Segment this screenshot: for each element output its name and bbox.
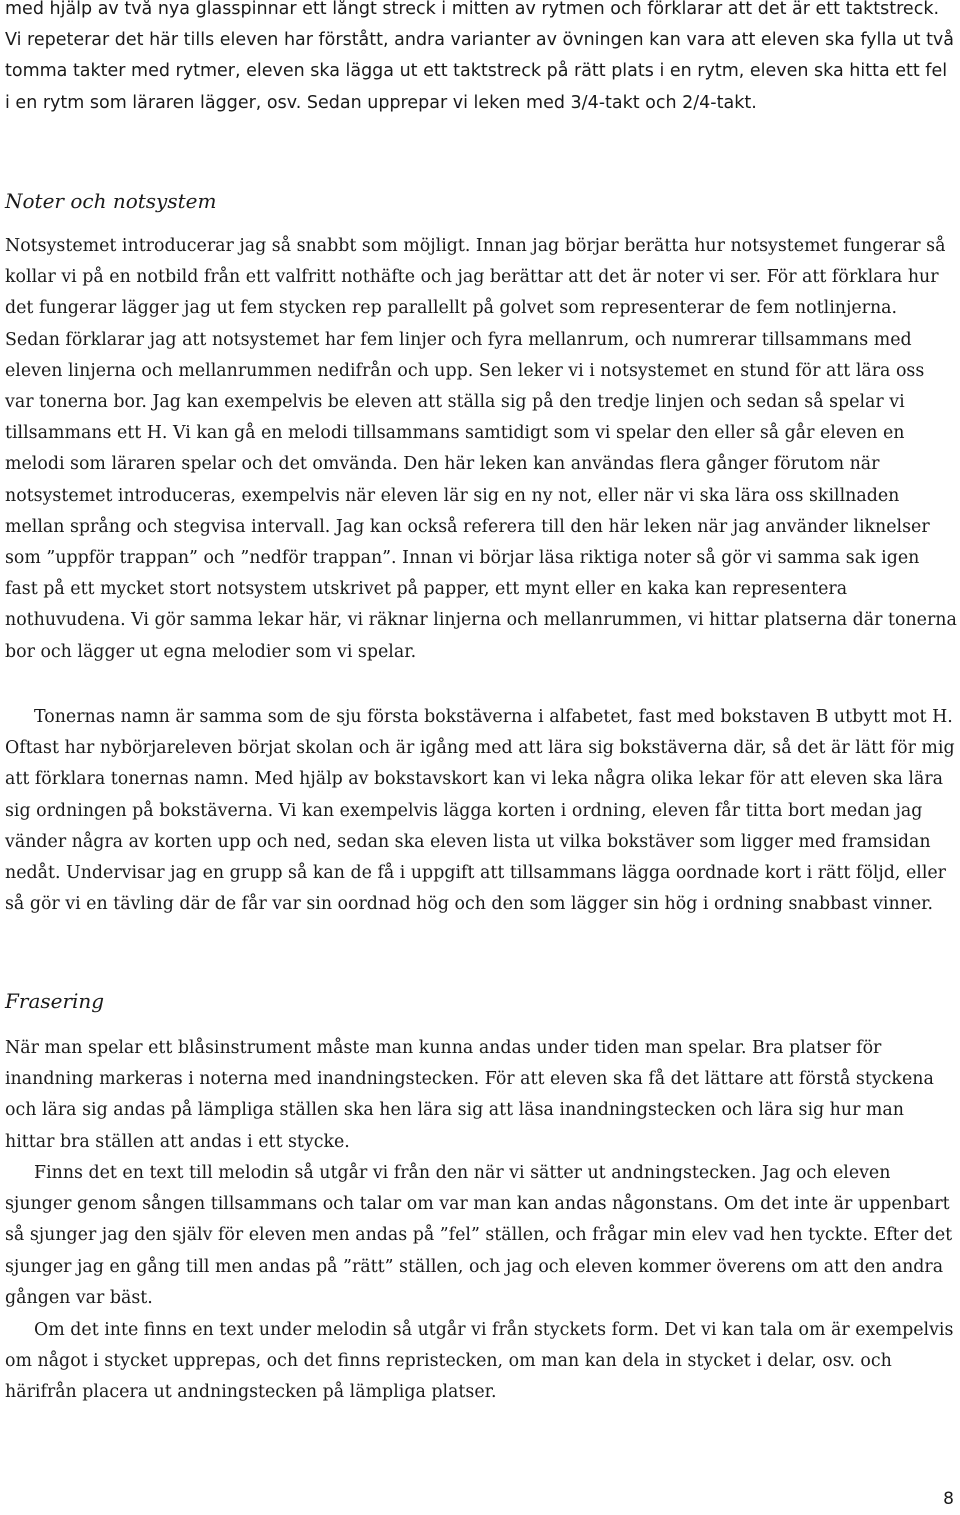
section-heading-frasering: Frasering (5, 989, 105, 1013)
paragraph-frasering-form: Om det inte finns en text under melodin så utgår vi från styckets form. Det vi kan tala om är exempelvis om något i stycket upprepas, och det finns repristecken, om man kan dela in stycket i delar, osv. och härifrån placera ut andningstecken på lämpliga platser. (5, 1320, 954, 1403)
page-number: 8 (943, 1489, 954, 1509)
paragraph-notsystem: Notsystemet introducerar jag så snabbt som möjligt. Innan jag börjar berätta hur notsystemet fungerar så kollar vi på en notbild från ett valfritt nothäfte och jag berättar att det är noter vi ser. För att förklara hur det fungerar lägger jag ut fem stycken rep parallellt på golvet som representerar de fem notlinjerna. Sedan förklarar jag att notsystemet har fem linjer och fyra mellanrum, och numrerar tillsammans med eleven linjerna och mellanrummen nedifrån och upp. Sen leker vi i notsystemet en stund för att lära oss var tonerna bor. Jag kan exempelvis be eleven att ställa sig på den tredje linjen och sedan så spelar vi tillsammans ett H. Vi kan gå en melodi tillsammans samtidigt som vi spelar den eller så går eleven en melodi som läraren spelar och det omvända. Den här leken kan användas flera gånger förutom när notsystemet introduceras, exempelvis när eleven lär sig en ny not, eller när vi ska lära oss skillnaden mellan språng och stegvisa intervall. Jag kan också referera till den här leken när jag använder liknelser som ”uppför trappan” och ”nedför trappan”. Innan vi börjar läsa riktiga noter så gör vi samma sak igen fast på ett mycket stort notsystem utskrivet på papper, ett mynt eller en kaka kan representera nothuvudena. Vi gör samma lekar här, vi räknar linjerna och mellanrummen, vi hittar platserna där tonerna bor och lägger ut egna melodier som vi spelar. (5, 236, 957, 662)
paragraph-tonernas-namn: Tonernas namn är samma som de sju första bokstäverna i alfabetet, fast med bokstaven B utbytt mot H. Oftast har nybörjareleven börjat skolan och är igång med att lära sig bokstäverna där, så det är lätt för mig att förklara tonernas namn. Med hjälp av bokstavskort kan vi leka några olika lekar för att eleven ska lära sig ordningen på bokstäverna. Vi kan exempelvis lägga korten i ordning, eleven får titta bort medan jag vänder några av korten upp och ned, sedan ska eleven lista ut vilka bokstäver som ligger med framsidan nedåt. Undervisar jag en grupp så kan de få i uppgift att tillsammans lägga oordnade kort i rätt följd, eller så gör vi en tävling där de får var sin oordnad hög och den som lägger sin hög i ordning snabbast vinner. (5, 707, 955, 915)
section-heading-noter-och-notsystem: Noter och notsystem (5, 189, 217, 213)
paragraph-frasering-text: Finns det en text till melodin så utgår vi från den när vi sätter ut andningstecken. Jag och eleven sjunger genom sången tillsammans och talar om var man kan andas någonstans. Om det inte är uppenbart så sjunger jag den själv för eleven men andas på ”fel” ställen, och frågar min elev vad hen tyckte. Efter det sjunger jag en gång till men andas på ”rätt” ställen, och jag och eleven kommer överens om att den andra gången var bäst. (5, 1163, 953, 1308)
intro-paragraph: med hjälp av två nya glasspinnar ett långt streck i mitten av rytmen och förklarar att det är ett taktstreck. Vi repeterar det här tills eleven har förstått, andra varianter av övningen kan vara att eleven ska fylla ut två tomma takter med rytmer, eleven ska lägga ut ett taktstreck på rätt plats i en rytm, eleven ska hitta ett fel i en rytm som läraren lägger, osv. Sedan upprepar vi leken med 3/4-takt och 2/4-takt. (5, 0, 955, 113)
paragraph-frasering-intro: När man spelar ett blåsinstrument måste man kunna andas under tiden man spelar. Bra platser för inandning markeras i noterna med inandningstecken. För att eleven ska få det lättare att förstå styckena och lära sig andas på lämpliga ställen ska hen lära sig att läsa inandningstecken och lära sig hur man hittar bra ställen att andas i ett stycke. (5, 1038, 934, 1152)
